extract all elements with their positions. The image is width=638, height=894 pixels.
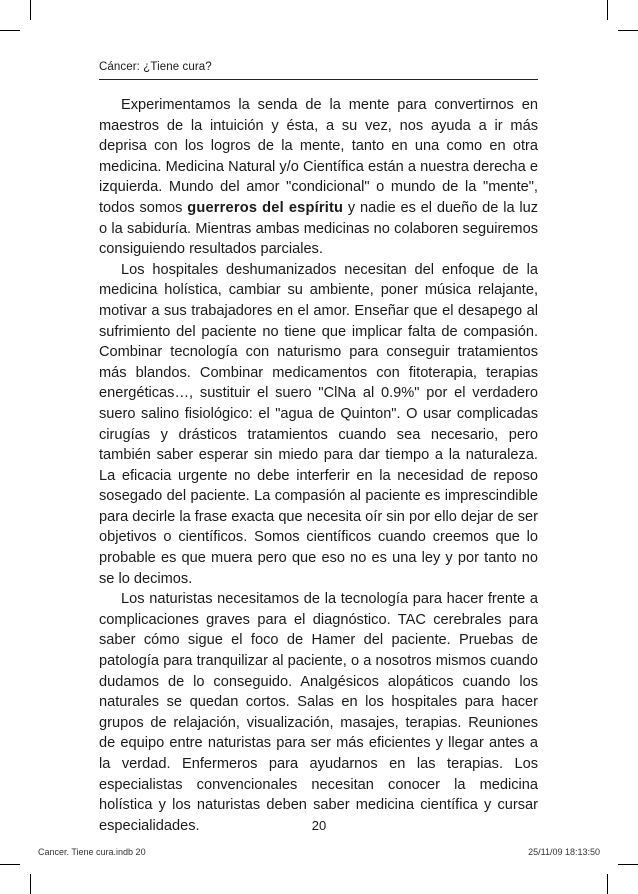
crop-mark (607, 874, 608, 894)
crop-mark (0, 864, 20, 865)
body-text (99, 95, 538, 836)
crop-mark (618, 30, 638, 31)
paragraph-text: y nadie es el dueño de la luz o la sabiduría. Mientras ambas medicinas no colaboren seguiremos consiguiendo resultados parciales. (99, 199, 538, 258)
page-number: 20 (311, 818, 327, 833)
crop-mark (607, 0, 608, 20)
paragraph (99, 95, 538, 260)
running-head: Cáncer: ¿Tiene cura? (99, 61, 212, 73)
crop-mark (30, 0, 31, 20)
print-slug-date: 25/11/09 18:13:50 (528, 847, 600, 857)
paragraph: Los naturistas necesitamos de la tecnología para hacer frente a complicaciones graves para el diagnóstico. TAC cerebrales para saber cómo sigue el foco de Hamer del paciente. Pruebas de patología para tranquilizar al paciente, o a nosotros mismos cuando dudamos de lo conseguido. Analgésicos alopáticos cuando los naturales se quedan cortos. Salas en los hospitales para hacer grupos de relajación, visualización, masajes, terapias. Reuniones de equipo entre naturistas para ser más eficientes y llegar antes a la verdad. Enfermeros para ayudarnos en las terapias. Los especialistas convencionales necesitan conocer la medicina holística y los naturistas deben saber medicina científica y cursar especialidades. (99, 591, 538, 834)
paragraph-text: Experimentamos la senda de la mente para convertirnos en maestros de la intuición y ésta, a su vez, nos ayuda a ir más deprisa con los logros de la mente, tanto en una como en otra medicina. Medicina Natural y/o Científica están a nuestra derecha e izquierda. Mundo del amor "condicional" o mundo de la "mente", todos somos (99, 97, 538, 216)
crop-mark (0, 30, 20, 31)
header-rule (99, 79, 538, 80)
bold-phrase: guerreros del espíritu (187, 199, 344, 216)
print-slug-file: Cancer. Tiene cura.indb 20 (38, 847, 146, 857)
paragraph: Los hospitales deshumanizados necesitan del enfoque de la medicina holística, cambiar su ambiente, poner música relajante, motivar a sus trabajadores en el amor. Enseñar que el desapego al sufrimiento del paciente no tiene que implicar falta de compasión. Combinar tecnología con naturismo para conseguir tratamientos más blandos. Combinar medicamentos con fitoterapia, terapias energéticas…, sustituir el suero "ClNa al 0.9%" por el verdadero suero salino fisiológico: el "agua de Quinton". O usar complicadas cirugías y drásticos tratamientos cuando sea necesario, pero también saber esperar sin miedo para dar tiempo a la naturaleza. La eficacia urgente no debe interferir en la necesidad de reposo sosegado del paciente. La compasión al paciente es imprescindible para decirle la frase exacta que necesita oír sin por ello dejar de ser objetivos o científicos. Somos científicos cuando creemos que lo probable es que muera pero que eso no es una ley y por tanto no se lo decimos. (99, 261, 538, 587)
crop-mark (618, 864, 638, 865)
crop-mark (30, 874, 31, 894)
